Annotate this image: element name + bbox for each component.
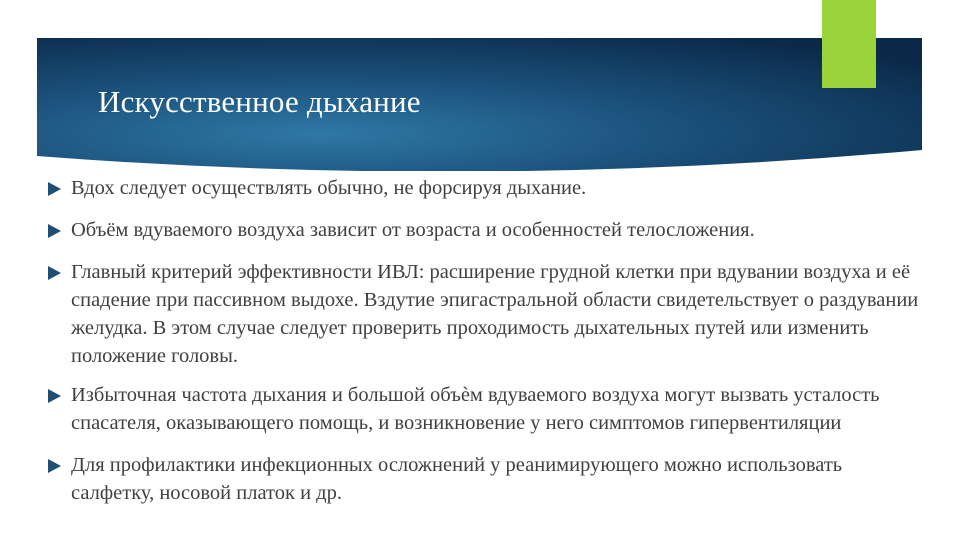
triangle-bullet-icon	[48, 389, 61, 403]
triangle-bullet-icon	[48, 182, 61, 196]
bullet-text: Главный критерий эффективности ИВЛ: расширение грудной клетки при вдувании воздуха и её спадение при пассивном выдохе. Вздутие эпигастральной области свидетельствует о раздувании желудка. В этом случае следует проверить проходимость дыхательных путей или изменить положение головы.	[71, 261, 919, 367]
list-item	[48, 258, 928, 370]
triangle-bullet-icon	[48, 266, 61, 280]
bullet-text: Для профилактики инфекционных осложнений у реанимирующего можно использовать салфетку, носовой платок и др.	[71, 454, 843, 504]
bullet-text: Объём вдуваемого воздуха зависит от возраста и особенностей телосложения.	[71, 219, 755, 241]
bullet-text: Вдох следует осуществлять обычно, не форсируя дыхание.	[71, 177, 587, 199]
list-item	[48, 451, 928, 507]
slide-title: Искусственное дыхание	[98, 84, 421, 119]
accent-bar	[822, 0, 876, 88]
list-item	[48, 174, 928, 202]
bullet-text: Избыточная частота дыхания и большой объѐм вдуваемого воздуха могут вызвать усталость спасателя, оказывающего помощь, и возникновение у него симптомов гипервентиляции	[71, 384, 880, 434]
triangle-bullet-icon	[48, 459, 61, 473]
list-item	[48, 381, 928, 437]
triangle-bullet-icon	[48, 224, 61, 238]
list-item	[48, 216, 928, 244]
bullet-list	[48, 170, 928, 507]
